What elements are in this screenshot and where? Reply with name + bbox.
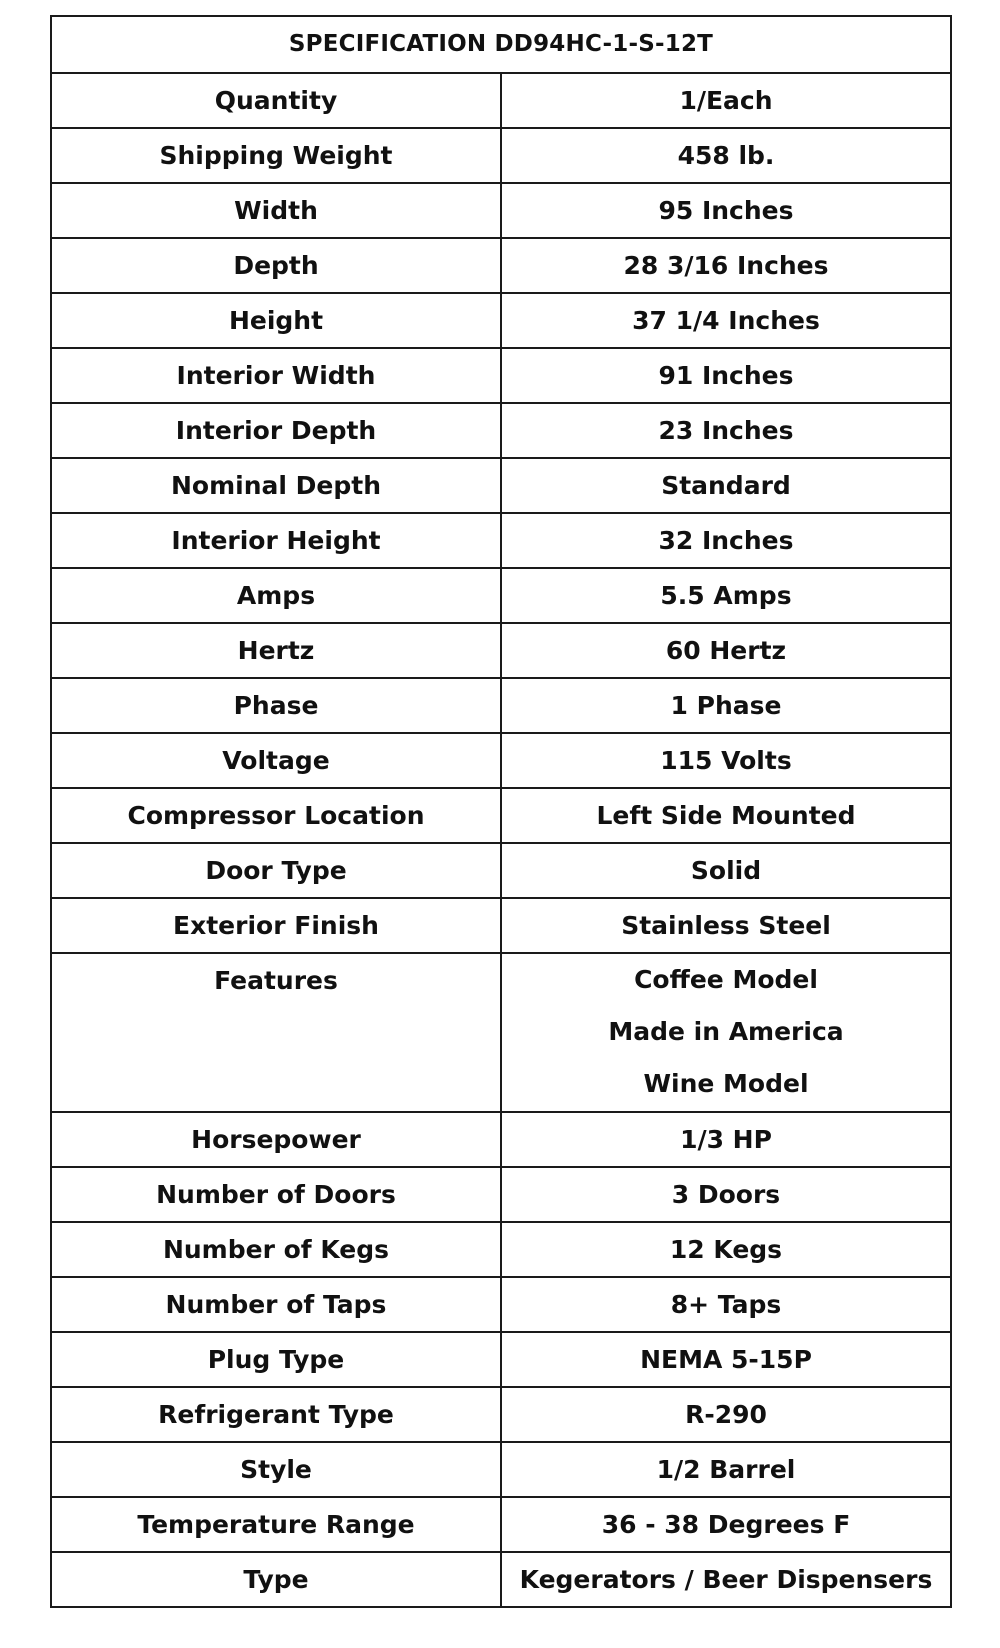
spec-value: Kegerators / Beer Dispensers [501,1552,951,1607]
spec-row [51,568,951,623]
spec-label: Interior Width [51,348,501,403]
spec-row [51,1387,951,1442]
spec-label: Interior Depth [51,403,501,458]
spec-label: Depth [51,238,501,293]
spec-value: 1/Each [501,73,951,128]
spec-value: Left Side Mounted [501,788,951,843]
title-row [51,16,951,73]
spec-row [51,183,951,238]
spec-label: Nominal Depth [51,458,501,513]
spec-row [51,238,951,293]
spec-value: 91 Inches [501,348,951,403]
specification-table-body [51,16,951,1607]
spec-label: Compressor Location [51,788,501,843]
spec-row [51,1442,951,1497]
spec-label: Phase [51,678,501,733]
spec-label: Number of Doors [51,1167,501,1222]
spec-label: Door Type [51,843,501,898]
spec-value: 12 Kegs [501,1222,951,1277]
features-list [502,954,950,1110]
spec-value: 60 Hertz [501,623,951,678]
spec-value: Solid [501,843,951,898]
spec-label: Plug Type [51,1332,501,1387]
feature-item: Wine Model [643,1069,809,1098]
spec-row [51,73,951,128]
spec-row [51,1222,951,1277]
features-values-cell [501,953,951,1112]
spec-value: 8+ Taps [501,1277,951,1332]
spec-row [51,733,951,788]
spec-value: 458 lb. [501,128,951,183]
feature-item: Coffee Model [634,965,818,994]
spec-row [51,128,951,183]
spec-row [51,623,951,678]
spec-label: Temperature Range [51,1497,501,1552]
spec-row [51,458,951,513]
spec-label: Type [51,1552,501,1607]
features-label: Features [214,966,338,995]
spec-value: 23 Inches [501,403,951,458]
spec-label: Horsepower [51,1112,501,1167]
spec-label: Quantity [51,73,501,128]
spec-value: 95 Inches [501,183,951,238]
spec-value: 32 Inches [501,513,951,568]
spec-label: Number of Kegs [51,1222,501,1277]
spec-label: Height [51,293,501,348]
spec-value: 3 Doors [501,1167,951,1222]
spec-label: Exterior Finish [51,898,501,953]
spec-label: Width [51,183,501,238]
spec-value: 5.5 Amps [501,568,951,623]
spec-row [51,678,951,733]
specification-table [50,15,952,1608]
spec-value: 1/2 Barrel [501,1442,951,1497]
spec-value: Stainless Steel [501,898,951,953]
spec-value: 37 1/4 Inches [501,293,951,348]
spec-row [51,1167,951,1222]
spec-label: Amps [51,568,501,623]
spec-value: R-290 [501,1387,951,1442]
specification-title: SPECIFICATION DD94HC-1-S-12T [51,16,951,73]
spec-row [51,513,951,568]
spec-label: Voltage [51,733,501,788]
features-label-cell [51,953,501,1112]
spec-row [51,1112,951,1167]
spec-value: 115 Volts [501,733,951,788]
spec-row [51,788,951,843]
spec-label: Refrigerant Type [51,1387,501,1442]
spec-label: Hertz [51,623,501,678]
spec-row [51,898,951,953]
spec-value: Standard [501,458,951,513]
spec-row [51,293,951,348]
spec-row [51,1277,951,1332]
spec-label: Style [51,1442,501,1497]
spec-value: 28 3/16 Inches [501,238,951,293]
spec-row [51,403,951,458]
spec-row [51,843,951,898]
spec-row [51,1497,951,1552]
spec-value: 1 Phase [501,678,951,733]
feature-item: Made in America [608,1017,844,1046]
spec-row [51,348,951,403]
spec-value: 36 - 38 Degrees F [501,1497,951,1552]
spec-label: Interior Height [51,513,501,568]
spec-value: 1/3 HP [501,1112,951,1167]
spec-value: NEMA 5-15P [501,1332,951,1387]
spec-row [51,1332,951,1387]
spec-label: Number of Taps [51,1277,501,1332]
features-row [51,953,951,1112]
spec-label: Shipping Weight [51,128,501,183]
spec-row [51,1552,951,1607]
